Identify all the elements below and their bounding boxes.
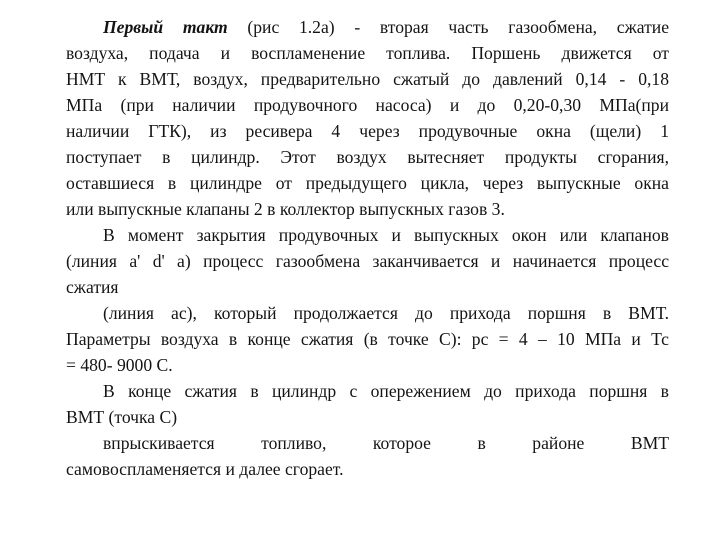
- text-line: впрыскивается топливо, которое в районе ВМТ: [103, 433, 669, 453]
- text-line: Параметры воздуха в конце сжатия (в точке С): рс = 4 – 10 МПа и Тс: [66, 329, 669, 349]
- paragraph-injection: [66, 378, 669, 482]
- document-page: [66, 14, 669, 482]
- text-line: МПа (при наличии продувочного насоса) и до 0,20-0,30 МПа(при: [66, 95, 669, 115]
- text-line: самовоспламеняется и далее сгорает.: [66, 459, 344, 479]
- text-line: наличии ГТК), из ресивера 4 через продувочные окна (щели) 1: [66, 121, 669, 141]
- paragraph-closing-ports: [66, 222, 669, 300]
- text-line: ВМТ (точка С): [66, 407, 178, 427]
- text-line-content: (рис 1.2а) - вторая часть газообмена, сжатие: [227, 17, 669, 37]
- text-line: или выпускные клапаны 2 в коллектор выпускных газов 3.: [66, 199, 505, 219]
- text-line: поступает в цилиндр. Этот воздух вытесняет продукты сгорания,: [66, 147, 669, 167]
- text-line: сжатия: [66, 277, 119, 297]
- text-line: (линия ас), который продолжается до прихода поршня в ВМТ.: [103, 303, 669, 323]
- term-first-stroke: Первый такт: [103, 17, 228, 37]
- text-line: (линия а' d' а) процесс газообмена заканчивается и начинается процесс: [66, 251, 669, 271]
- text-line: воздуха, подача и воспламенение топлива. Поршень движется от: [66, 43, 669, 63]
- text-line: В конце сжатия в цилиндр с опережением до прихода поршня в: [103, 381, 669, 401]
- text-line: В момент закрытия продувочных и выпускных окон или клапанов: [103, 225, 669, 245]
- text-line: оставшиеся в цилиндре от предыдущего цикла, через выпускные окна: [66, 173, 669, 193]
- paragraph-first-stroke: [66, 14, 669, 222]
- paragraph-compression-line: [66, 300, 669, 378]
- text-line: [66, 14, 669, 40]
- text-line: = 480- 9000 С.: [66, 355, 173, 375]
- text-line: НМТ к ВМТ, воздух, предварительно сжатый до давлений 0,14 - 0,18: [66, 69, 669, 89]
